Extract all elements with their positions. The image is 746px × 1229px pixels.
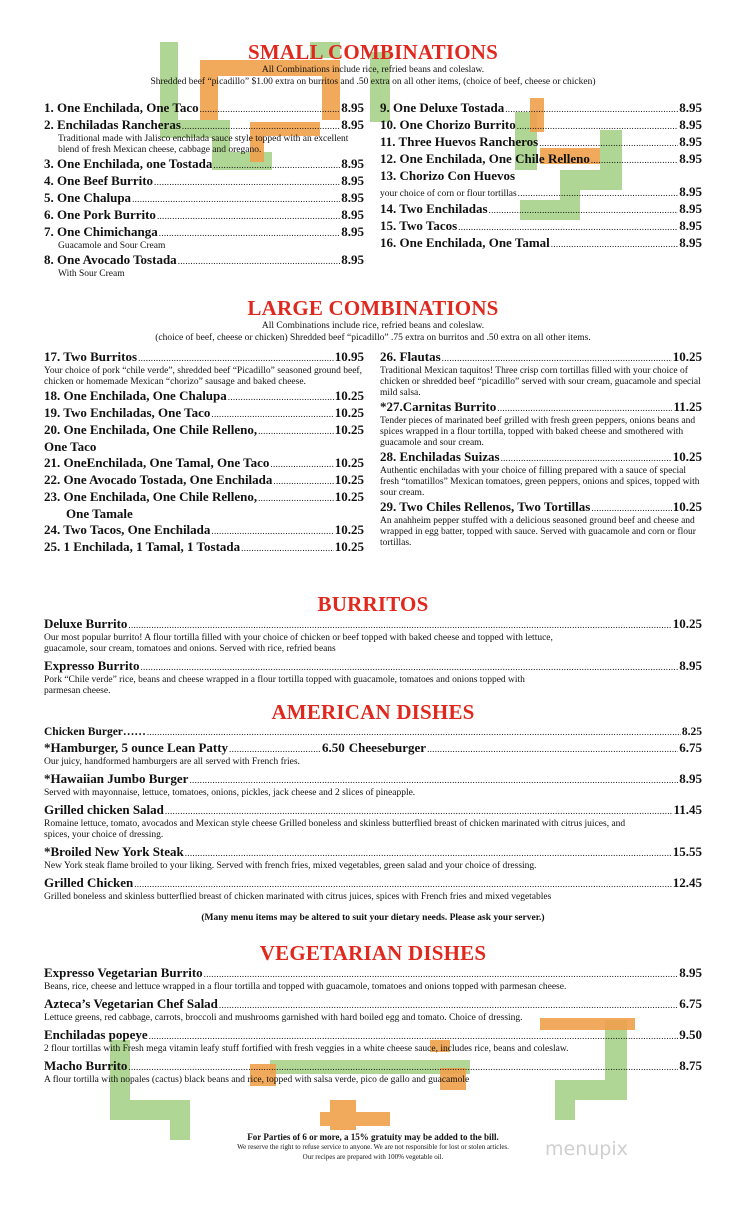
large-note-2: (choice of beef, cheese or chicken) Shredded beef “picadillo” .75 extra on burritos and .50 extra on all other items. [155,333,591,343]
small-note-1: All Combinations include rice, refried beans and coleslaw. [261,65,485,75]
menu-item: 17. Two Burritos ..... 10.95 [44,349,364,366]
item-description: Served with mayonnaise, lettuce, tomatoes, onions, pickles, jack cheese and 2 slices of pineapple. [44,788,416,798]
item-description: Tender pieces of marinated beef grilled with fresh green peppers, onions beans and spices wrapped in a flour tortilla, topped with baked cheese and smothered with guacamole and sour cream. [380,416,696,448]
menu-item: 4. One Beef Burrito ..... 8.95 [44,173,364,190]
menu-item: *Broiled New York Steak ..... 15.55 [44,844,702,861]
item-description: Traditional Mexican taquitos! Three crisp corn tortillas filled with your choice of chicken or shredded beef “picadillo” served with sour cream, guacamole and special mild salsa. [380,366,701,398]
menu-item: your choice of corn or flour tortillas ..... 8.95 [380,184,702,201]
menu-item: Enchiladas popeye ..... 9.50 [44,1027,702,1044]
burritos-list [44,616,702,697]
oil-note: Our recipes are prepared with 100% vegetable oil. [302,1153,444,1161]
menu-item: Grilled chicken Salad ..... 11.45 [44,802,702,819]
menu-item: Deluxe Burrito ..... 10.25 [44,616,702,633]
menu-item: Chicken Burger…… ..... 8.25 [44,724,702,740]
gratuity-note: For Parties of 6 or more, a 15% gratuity may be added to the bill. [247,1132,499,1142]
small-left-column [44,100,364,280]
large-combinations-title: LARGE COMBINATIONS [247,296,499,320]
menu-item: 26. Flautas ..... 10.25 [380,349,702,366]
dietary-note: (Many menu items may be altered to suit your dietary needs. Please ask your server.) [201,913,545,923]
menu-item: 3. One Enchilada, one Tostada ..... 8.95 [44,156,364,173]
item-description: An anahheim pepper stuffed with a delicious seasoned ground beef and cheese and wrapped in egg batter, topped with sauce. Served with guacamole and corn or flour tortillas. [380,516,696,548]
menu-item: 15. Two Tacos ..... 8.95 [380,218,702,235]
menu-item: 2. Enchiladas Rancheras ..... 8.95 [44,117,364,134]
menu-item: 11. Three Huevos Rancheros ..... 8.95 [380,134,702,151]
vegetarian-dishes-title: VEGETARIAN DISHES [259,941,487,965]
item-description: Authentic enchiladas with your choice of filling prepared with a sauce of special fresh “tomatillos” Mexican tomatoes, green peppers, onions and spices, topped with sour cream. [380,466,700,498]
large-left-column [44,349,364,556]
watermark: menupix [545,1138,628,1160]
menu-item-continuation: One Tamale [66,506,133,521]
menu-item-name: 13. Chorizo Con Huevos [380,168,516,183]
large-right-column [380,349,702,549]
menu-item: 29. Two Chiles Rellenos, Two Tortillas ..... 10.25 [380,499,702,516]
menu-item: 9. One Deluxe Tostada ..... 8.95 [380,100,702,117]
menu-item: 7. One Chimichanga ..... 8.95 [44,224,364,241]
american-dishes-title: AMERICAN DISHES [271,700,475,724]
menu-item: 10. One Chorizo Burrito ..... 8.95 [380,117,702,134]
item-description: Lettuce greens, red cabbage, carrots, broccoli and mushrooms garnished with hard boiled egg and tomato. Choice of dressing. [44,1013,523,1023]
menu-item: 1. One Enchilada, One Taco ..... 8.95 [44,100,364,117]
item-description: Your choice of pork “chile verde”, shredded beef “Picadillo” seasoned ground beef, chicken or homemade Mexican “chorizo” sausage and baked cheese. [44,366,362,387]
item-description: Romaine lettuce, tomato, avocados and Mexican style cheese Grilled boneless and skinless butterflied breast of chicken marinated with citrus juices, and spices, your choice of dressing. [44,819,626,840]
menu-item: 5. One Chalupa ..... 8.95 [44,190,364,207]
item-description: 2 flour tortillas with Fresh mega vitamin leafy stuff fortified with fresh veggies in a white cheese sauce, includes rice, beans and coleslaw. [44,1044,569,1054]
item-description: Beans, rice, cheese and lettuce wrapped in a flour tortilla and topped with guacamole, tomatoes and onions topped with parmesan cheese. [44,982,567,992]
item-description: With Sour Cream [58,269,125,279]
menu-item: 6. One Pork Burrito ..... 8.95 [44,207,364,224]
menu-item: 21. OneEnchilada, One Tamal, One Taco ..... 10.25 [44,455,364,472]
item-description: Traditional made with Jalisco enchilada sauce style topped with an excellent blend of fresh Mexican cheese, cabbage and oregano. [58,134,349,155]
american-list [44,724,702,903]
menu-item: Grilled Chicken ..... 12.45 [44,875,702,892]
item-description: A flour tortilla with nopales (cactus) black beans and rice, topped with salsa verde, pico de gallo and guacamole [44,1075,470,1085]
service-note: We reserve the right to refuse service to anyone. We are not responsible for lost or stolen articles. [237,1143,509,1151]
menu-item-continuation: One Taco [44,439,97,454]
item-description: Our most popular burrito! A flour tortilla filled with your choice of chicken or beef topped with baked cheese and topped with lettuce, guacamole, sour cream, tomatoes and onions. Served with rice, refried beans [44,633,553,654]
menu-item: 23. One Enchilada, One Chile Relleno, ..... 10.25 [44,489,364,506]
item-description: Grilled boneless and skinless butterflied breast of chicken marinated with citrus juices, spices with French fries and mixed vegetables [44,892,552,902]
small-note-2: Shredded beef “picadillo” $1.00 extra on burritos and .50 extra on all other items, (choice of beef, cheese or chicken) [150,77,596,87]
menu-item: 20. One Enchilada, One Chile Relleno, ..... 10.25 [44,422,364,439]
menu-item: 19. Two Enchiladas, One Taco ..... 10.25 [44,405,364,422]
item-description: Our juicy, handformed hamburgers are all served with French fries. [44,757,300,767]
menu-item: 16. One Enchilada, One Tamal ..... 8.95 [380,235,702,252]
small-right-column [380,100,702,252]
menu-item: Expresso Vegetarian Burrito ..... 8.95 [44,965,702,982]
menu-item: Azteca’s Vegetarian Chef Salad ..... 6.75 [44,996,702,1013]
menu-item: 25. 1 Enchilada, 1 Tamal, 1 Tostada ..... 10.25 [44,539,364,556]
item-description: New York steak flame broiled to your liking. Served with french fries, mixed vegetables, green salad and your choice of dressing. [44,861,537,871]
large-note-1: All Combinations include rice, refried beans and coleslaw. [261,321,485,331]
menu-item: Expresso Burrito ..... 8.95 [44,658,702,675]
menu-item: 28. Enchiladas Suizas ..... 10.25 [380,449,702,466]
menu-item: 22. One Avocado Tostada, One Enchilada ..... 10.25 [44,472,364,489]
burritos-title: BURRITOS [317,592,429,616]
menu-item: *Hawaiian Jumbo Burger ..... 8.95 [44,771,702,788]
footer [0,1132,746,1162]
menu-item: 8. One Avocado Tostada ..... 8.95 [44,252,364,269]
menu-item: 18. One Enchilada, One Chalupa ..... 10.25 [44,388,364,405]
menu-item: Macho Burrito ..... 8.75 [44,1058,702,1075]
menu-item: 12. One Enchilada, One Chile Relleno ..... 8.95 [380,151,702,168]
menu-item: *27.Carnitas Burrito ..... 11.25 [380,399,702,416]
item-description: Guacamole and Sour Cream [58,241,166,251]
item-description: Pork “Chile verde” rice, beans and cheese wrapped in a flour tortilla topped with guacamole, tomatoes and onions topped with parmesan cheese. [44,675,525,696]
menu-item: 24. Two Tacos, One Enchilada ..... 10.25 [44,522,364,539]
menu-item: 14. Two Enchiladas ..... 8.95 [380,201,702,218]
menu-item: *Hamburger, 5 ounce Lean Patty ..... 6.50 Cheeseburger ..... 6.75 [44,740,702,757]
vegetarian-list [44,965,702,1086]
small-combinations-title: SMALL COMBINATIONS [247,40,498,64]
